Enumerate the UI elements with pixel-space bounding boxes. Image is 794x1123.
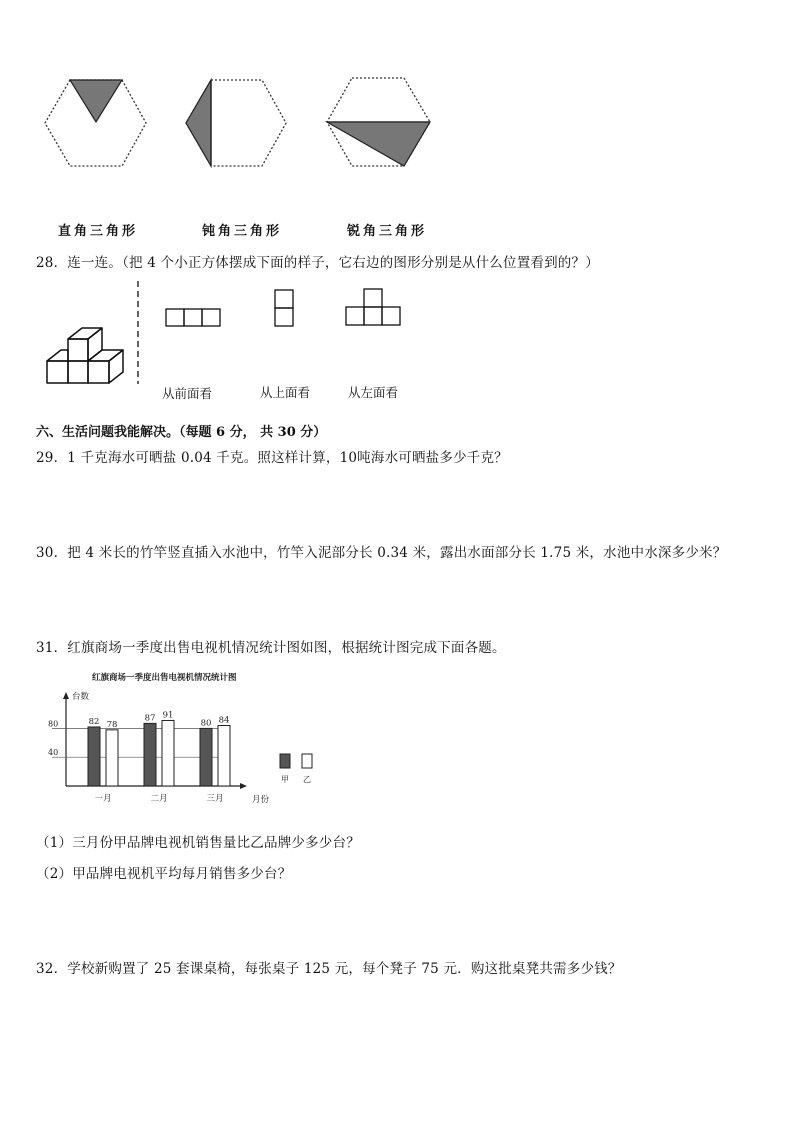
y-tick-label: 40 xyxy=(48,748,59,758)
hexagon-right-triangle xyxy=(45,80,146,166)
bar-yi xyxy=(218,726,230,786)
cube-stack xyxy=(47,328,123,383)
bar-chart xyxy=(30,662,320,812)
legend-swatch xyxy=(302,754,312,768)
bar-jia xyxy=(200,728,212,786)
y-axis-arrow xyxy=(63,692,69,699)
caption-acute-triangle: 锐角三角形 xyxy=(347,224,428,239)
hexagon-obtuse-triangle xyxy=(186,80,286,166)
front-view-grid xyxy=(166,309,220,326)
data-label: 87 xyxy=(144,713,156,724)
hexagon-acute-triangle xyxy=(327,78,430,166)
label-top-view: 从上面看 xyxy=(260,385,311,400)
caption-obtuse-triangle: 钝角三角形 xyxy=(202,224,283,239)
question-32: 32．学校新购置了 25 套课桌椅，每张桌子 125 元，每个凳子 75 元．购这批桌凳共需多少钱？ xyxy=(36,961,622,977)
hexagon-figures xyxy=(0,0,794,215)
label-front-view: 从前面看 xyxy=(162,386,213,401)
bar-jia xyxy=(88,727,100,786)
chart-legend xyxy=(280,754,312,784)
question-31-sub2: （2）甲品牌电视机平均每月销售多少台？ xyxy=(36,866,292,882)
question-28: 28．连一连。（把 4 个小正方体摆成下面的样子，它右边的图形分别是从什么位置看到的？） xyxy=(36,255,599,271)
data-label: 80 xyxy=(200,718,212,729)
data-label: 78 xyxy=(106,719,118,730)
x-tick-label: 一月 xyxy=(94,794,112,804)
chart-title: 红旗商场一季度出售电视机情况统计图 xyxy=(92,673,237,683)
caption-right-triangle: 直角三角形 xyxy=(58,224,139,239)
legend-label: 乙 xyxy=(303,775,311,784)
cube-figures xyxy=(0,275,440,390)
section-6-title: 六、生活问题我能解决。（每题 6 分， 共 30 分） xyxy=(36,425,327,440)
top-view-grid xyxy=(275,290,293,326)
left-view-grid xyxy=(346,289,400,325)
question-31-sub1: （1）三月份甲品牌电视机销售量比乙品牌少多少台？ xyxy=(36,835,360,851)
bar-yi xyxy=(162,720,174,786)
x-tick-label: 二月 xyxy=(150,794,168,804)
data-label: 82 xyxy=(88,716,100,727)
x-tick-label: 三月 xyxy=(206,794,224,804)
y-tick-label: 80 xyxy=(48,719,59,729)
label-left-view: 从左面看 xyxy=(348,385,399,400)
data-label: 84 xyxy=(218,715,230,726)
question-29: 29．1 千克海水可晒盐 0.04 千克。照这样计算，10吨海水可晒盐多少千克？ xyxy=(36,450,508,466)
chart-xlabel: 月份 xyxy=(252,795,270,805)
bar-yi xyxy=(106,730,118,786)
question-30: 30．把 4 米长的竹竿竖直插入水池中，竹竿入泥部分长 0.34 米，露出水面部分长 1.75 米，水池中水深多少米？ xyxy=(36,545,727,561)
legend-label: 甲 xyxy=(281,775,289,784)
question-31: 31．红旗商场一季度出售电视机情况统计图如图，根据统计图完成下面各题。 xyxy=(36,640,506,656)
chart-ylabel: 台数 xyxy=(72,692,90,702)
bar-jia xyxy=(144,723,156,786)
data-label: 91 xyxy=(162,710,174,721)
x-axis-arrow xyxy=(240,783,247,789)
legend-swatch xyxy=(280,754,290,768)
